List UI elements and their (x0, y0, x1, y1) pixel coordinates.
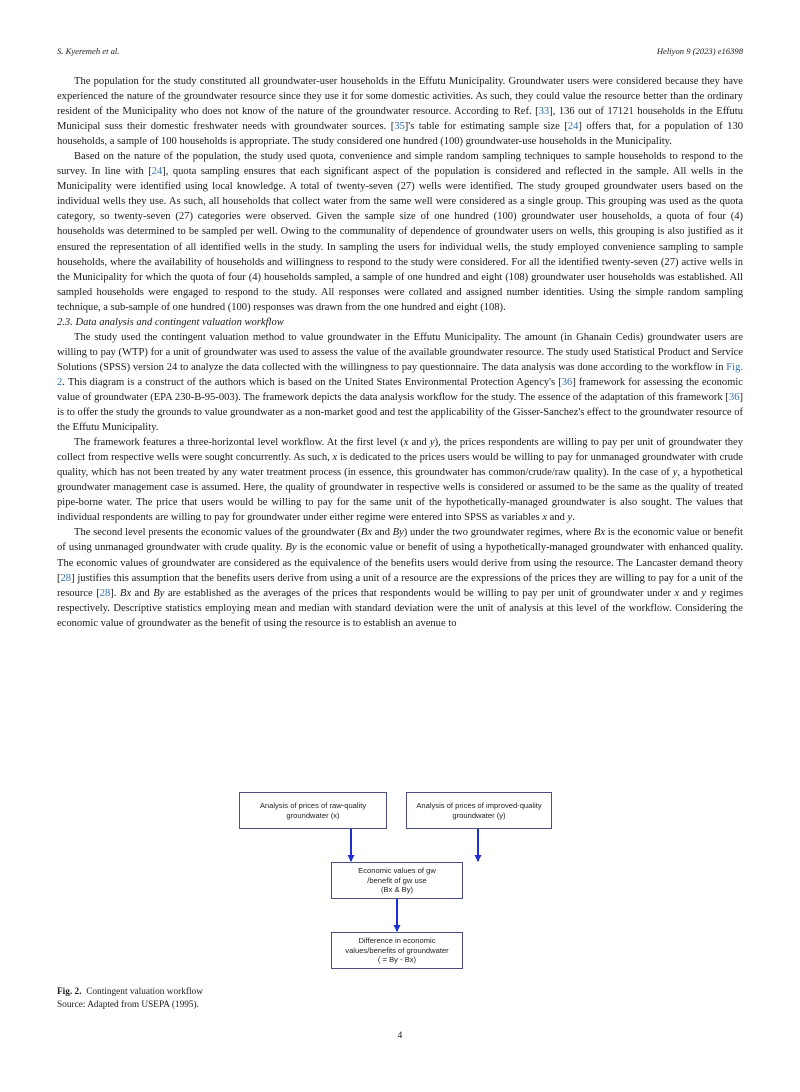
article-body (57, 74, 743, 631)
header-journal: Heliyon 9 (2023) e16398 (656, 46, 743, 56)
citation-link[interactable]: 36 (728, 391, 740, 403)
figure-caption (57, 986, 203, 1012)
caption-source: Source: Adapted from USEPA (1995). (57, 1000, 199, 1010)
citation-link[interactable]: 35 (394, 121, 405, 133)
figure-link[interactable]: Fig. 2 (57, 361, 743, 388)
paragraph-population: The population for the study constituted all groundwater-user households in the Effutu Municipality. Groundwater users were considered because they have experienced the nature of the groundwater resource since they use it for some domestic activities. As such, they could value the resource better than the ordinary resident of the Municipality who does not know of the nature of the groundwater resource. According to Ref. [33], 136 out of 17121 households in the Effutu Municipal suss their domestic freshwater needs with groundwater sources. [35]'s table for estimating sample size [24] offers that, for a population of 130 households, a sample of 100 households is appropriate. The study considered one hundred (100) groundwater-use households in the Municipality. (57, 76, 744, 148)
paragraph-framework-levels: The framework features a three-horizontal level workflow. At the first level (x and y), the prices respondents are willing to pay per unit of groundwater they collect from respective wells were sought concurrently. As such, x is dedicated to the prices users would be willing to pay for unmanaged groundwater with crude quality, which has not been treated by any water treatment process (in essence, this groundwater has common/crude/raw quality). In the case of y, a hypothetical groundwater management case is assumed. Here, the quality of groundwater in respective wells is considered or assumed to be the same as the quality of treated pipe-borne water. The price that users would be willing to pay for the same unit of the hypothetically-managed groundwater is also sought. The values that individual respondents are willing to pay for groundwater under either regime were entered into SPSS as variables x and y. (57, 437, 743, 524)
citation-link[interactable]: 24 (567, 121, 579, 133)
citation-link[interactable]: 24 (151, 166, 163, 178)
citation-link[interactable]: 28 (60, 572, 72, 584)
citation-link[interactable]: 28 (99, 587, 111, 599)
citation-link[interactable]: 36 (561, 376, 573, 388)
paragraph-sampling: Based on the nature of the population, the study used quota, convenience and simple random sampling techniques to sample households to respond to the survey. In line with [24], quota sampling ensures that each significant aspect of the population is considered and reflected in the sample. All wells in the Municipality were identified using local knowledge. A total of twenty-seven (27) wells were identified. The study grouped groundwater users based on the individual wells they use. As such, all households that collect water from the same well were considered as a single group. This grouping was used as the quota category, so twenty-seven (27) categories were observed. Given the sample size of one hundred (100) groundwater user households, a quota of four (4) households was determined to be sampled per well. Owing to the communality of dependence of groundwater users on wells, this grouping is also justified as it ensured the representation of all identified wells in the study. In sampling the users for individual wells, the study employed convenience sampling to sample households, where the availability of households and willingness to respond to the study were considered. For all the identified twenty-seven (27) active wells in the Municipality for which the quota of four (4) households sampled, a sample of one hundred and eight (108) groundwater user households was established. All sampled households were engaged to respond to the study. All responses were collated and assigned number identities. Using the simple random sampling technique, a sub-sample of one hundred (100) responses was drawn from the one hundred and eight (108). (57, 151, 744, 313)
paragraph-second-level: The second level presents the economic values of the groundwater (Bx and By) under the two groundwater regimes, where Bx is the economic value or benefit of using unmanaged groundwater with crude quality. By is the economic value or benefit of using a hypothetically-managed groundwater with enhanced quality. The economic values of groundwater are considered as the equivalence of the benefits users would derive from using the resource. The Lancaster demand theory [28] justifies this assumption that the benefits users derive from using a unit of a resource are the expressions of the prices they are willing to pay for a unit of the resource [28]. Bx and By are established as the averages of the prices that respondents would be willing to pay per unit of groundwater under x and y regimes respectively. Descriptive statistics employing mean and median with standard deviation were the unit of analysis at this level of the workflow. Considering the economic value of groundwater as the benefit of using the resource is to establish an avenue to (57, 527, 743, 629)
box-improved-quality-analysis: Analysis of prices of improved-quality groundwater (y) (406, 792, 552, 829)
page-number: 4 (397, 1031, 403, 1041)
box-difference-economic-values: Difference in economic values/benefits of groundwater ( = By - Bx) (331, 932, 463, 969)
box-economic-values: Economic values of gw /benefit of gw use (Bx & By) (331, 862, 463, 899)
header-authors: S. Kyeremeh et al. (57, 46, 120, 56)
workflow-figure (237, 788, 557, 976)
paragraph-contingent-valuation: The study used the contingent valuation method to value groundwater in the Effutu Municipality. The amount (in Ghanain Cedis) groundwater users are willing to pay (WTP) for a unit of groundwater was used to assess the value of the available groundwater resource. The study used Statistical Product and Service Solutions (SPSS) version 24 to analyze the data collected with the willingness to pay questionnaire. The data analysis was done according to the workflow in Fig. 2. This diagram is a construct of the authors which is based on the United States Environmental Protection Agency's [36] framework for assessing the economic value of groundwater (EPA 230-B-95-003). The framework depicts the data analysis workflow for the study. The essence of the adaptation of this framework [36] is to offer the study the grounds to value groundwater as a non-market good and test the applicability of the Gisser-Sanchez's effect to the groundwater resource of the Effutu Municipality. (57, 331, 743, 434)
box-raw-quality-analysis: Analysis of prices of raw-quality groundwater (x) (239, 792, 387, 829)
section-heading: 2.3. Data analysis and contingent valuation workflow (57, 316, 284, 328)
caption-label: Fig. 2. (57, 987, 82, 997)
running-header (57, 46, 743, 60)
citation-link[interactable]: 33 (538, 106, 550, 118)
caption-title: Contingent valuation workflow (86, 987, 203, 997)
